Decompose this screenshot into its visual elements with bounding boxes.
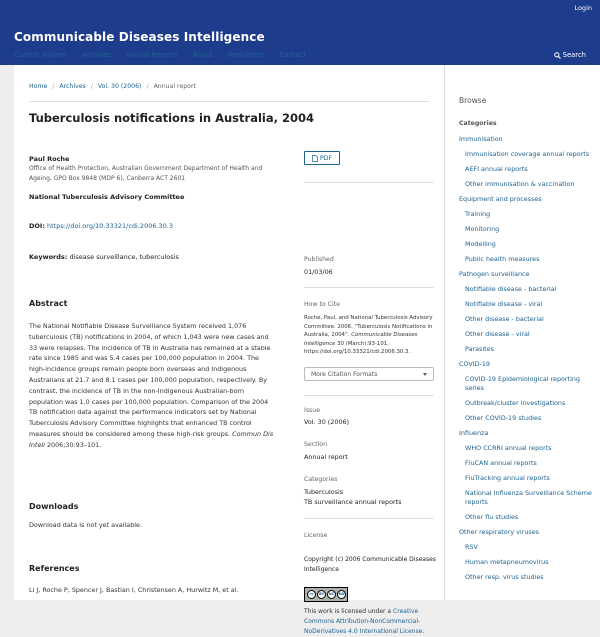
chevron-down-icon bbox=[423, 373, 427, 376]
citation-text bbox=[304, 314, 436, 357]
search-icon bbox=[554, 52, 561, 59]
doi-link[interactable]: https://doi.org/10.33321/cdi.2006.30.3 bbox=[47, 222, 174, 230]
sidebar-category-link[interactable]: RSV bbox=[465, 543, 478, 551]
sidebar-category-link[interactable]: Pathogen surveillance bbox=[459, 270, 530, 278]
sidebar-category-link[interactable]: Monitoring bbox=[465, 225, 500, 233]
abstract-journal: Commun Dis Intell bbox=[29, 429, 274, 449]
references-heading: References bbox=[29, 564, 80, 573]
sidebar-category-link[interactable]: Notifiable disease - bacterial bbox=[465, 285, 557, 293]
cc-nd-icon: ND bbox=[337, 590, 346, 599]
copyright-text: Copyright (c) 2006 Communicable Diseases Intelligence bbox=[304, 556, 436, 573]
nav-archives[interactable]: Archives bbox=[81, 51, 111, 59]
divider bbox=[304, 395, 434, 396]
citation-body: Roche, Paul, and National Tuberculosis Advisory Committee. 2006. “Tuberculosis Notifications in Australia, 2004”. bbox=[304, 315, 433, 339]
category-link[interactable]: TB surveillance annual reports bbox=[304, 498, 402, 506]
sidebar-category-link[interactable]: National Influenza Surveillance Scheme reports bbox=[465, 489, 592, 506]
sidebar-category-link[interactable]: Other resp. virus studies bbox=[465, 573, 544, 581]
section-label: Section bbox=[304, 441, 327, 448]
issue-label: Issue bbox=[304, 407, 321, 414]
breadcrumb-current: Annual report bbox=[153, 83, 196, 90]
pdf-label: PDF bbox=[319, 154, 333, 162]
category-link[interactable]: Tuberculosis bbox=[304, 488, 344, 496]
nav-newsletter[interactable]: Newsletter bbox=[227, 51, 265, 59]
sidebar-category-link[interactable]: Influenza bbox=[459, 429, 489, 437]
breadcrumb-home[interactable]: Home bbox=[29, 83, 48, 90]
sidebar-category-link[interactable]: Parasites bbox=[465, 345, 494, 353]
sidebar-category-link[interactable]: Training bbox=[465, 210, 491, 218]
doi-label: DOI: bbox=[29, 222, 45, 230]
sidebar bbox=[444, 65, 600, 600]
license-suffix: . bbox=[422, 628, 425, 635]
downloads-text: Download data is not yet available. bbox=[29, 521, 142, 529]
divider bbox=[304, 287, 434, 288]
article-main bbox=[29, 155, 279, 594]
search-label: Search bbox=[562, 51, 586, 59]
sidebar-category-link[interactable]: Other immunisation & vaccination bbox=[465, 180, 575, 188]
sidebar-category-link[interactable]: Immunisation coverage annual reports bbox=[465, 150, 590, 158]
breadcrumb-separator: / bbox=[90, 83, 93, 90]
nav-annual-reports[interactable]: Annual Reports bbox=[125, 51, 178, 59]
issue-link[interactable]: Vol. 30 (2006) bbox=[304, 418, 350, 426]
sidebar-category-link[interactable]: Other disease - viral bbox=[465, 330, 530, 338]
search-button[interactable] bbox=[554, 51, 586, 59]
categories-label: Categories bbox=[304, 476, 338, 483]
sidebar-category-link[interactable]: FluTracking annual reports bbox=[465, 474, 550, 482]
main-content bbox=[14, 65, 444, 635]
login-link[interactable]: Login bbox=[574, 4, 592, 12]
abstract-heading: Abstract bbox=[29, 299, 68, 308]
abstract-text bbox=[29, 321, 277, 451]
sidebar-category-link[interactable]: Other disease - bacterial bbox=[465, 315, 544, 323]
section-value: Annual report bbox=[304, 453, 348, 461]
breadcrumb-issue[interactable]: Vol. 30 (2006) bbox=[97, 83, 142, 90]
keywords bbox=[29, 253, 179, 261]
sidebar-category-link[interactable]: Human metapneumovirus bbox=[465, 558, 549, 566]
file-icon bbox=[312, 155, 318, 162]
breadcrumb-archives[interactable]: Archives bbox=[59, 83, 86, 90]
sidebar-category-link[interactable]: COVID-19 Epidemiological reporting series bbox=[465, 375, 580, 392]
how-to-cite-label: How to Cite bbox=[304, 301, 340, 308]
reference-item: Li J, Roche P, Spencer J, Bastian I, Christensen A, Hurwitz M, et al. bbox=[29, 586, 239, 594]
site-title[interactable]: Communicable Diseases Intelligence bbox=[14, 30, 265, 44]
cc-license-badge[interactable] bbox=[304, 587, 348, 602]
sidebar-category-link[interactable]: Public health measures bbox=[465, 255, 540, 263]
divider bbox=[304, 518, 434, 519]
sidebar-category-link[interactable]: Immunisation bbox=[459, 135, 503, 143]
published-label: Published bbox=[304, 256, 334, 263]
page-title: Tuberculosis notifications in Australia, 2004 bbox=[29, 111, 314, 125]
published-date: 01/03/06 bbox=[304, 268, 333, 276]
more-citation-formats-dropdown[interactable] bbox=[304, 367, 434, 381]
breadcrumb-separator: / bbox=[52, 83, 55, 90]
nav-contact[interactable]: Contact bbox=[279, 51, 307, 59]
downloads-heading: Downloads bbox=[29, 502, 79, 511]
nav-current-volume[interactable]: Current volume bbox=[14, 51, 67, 59]
sidebar-category-link[interactable]: COVID-19 bbox=[459, 360, 490, 368]
sidebar-category-link[interactable]: Outbreak/cluster investigations bbox=[465, 399, 566, 407]
more-citation-formats-label: More Citation Formats bbox=[311, 371, 378, 378]
cc-icon: cc bbox=[307, 590, 316, 599]
author-name: Paul Roche bbox=[29, 155, 70, 163]
sidebar-category-link[interactable]: Modelling bbox=[465, 240, 496, 248]
abstract-body: The National Notifiable Disease Surveillance System received 1,076 tuberculosis (TB) notifications in 2004, of which 1,043 were new cases and 33 were relapses. The incidence of TB in Australia has remained at a stable rate since 1985 and was 5.4 cases per 100,000 population in 2004. The high-incidence groups remain people born overseas and Indigenous Australians at 21.7 and 8.1 cases per 100,000 population, respectively. By contrast, the incidence of TB in the non-Indigenous Australian-born population was 1.0 cases per 100,000 population. Comparison of the 2004 TB notification data against the performance indicators set by National Tuberculosis Advisory Committee highlights that enhanced TB control measures should be considered among these high-risk groups. bbox=[29, 322, 271, 438]
cc-nc-icon: NC bbox=[327, 590, 336, 599]
sidebar-category-link[interactable]: Other flu studies bbox=[465, 513, 519, 521]
keywords-label: Keywords: bbox=[29, 253, 68, 261]
breadcrumb bbox=[29, 83, 196, 90]
citation-journal: Communicable Diseases Intelligence bbox=[304, 332, 418, 347]
sidebar-category-link[interactable]: Equipment and processes bbox=[459, 195, 542, 203]
cc-by-icon: BY bbox=[317, 590, 326, 599]
category-list bbox=[459, 135, 595, 588]
keywords-value: disease surveillance, tuberculosis bbox=[69, 253, 179, 261]
divider bbox=[304, 182, 434, 183]
breadcrumb-separator: / bbox=[146, 83, 149, 90]
author-affiliation: Office of Health Protection, Australian Government Department of Health and Ageing, GPO Box 9848 (MDP 6), Canberra ACT 2601 bbox=[29, 165, 263, 182]
sidebar-category-link[interactable]: Notifiable disease - viral bbox=[465, 300, 543, 308]
pdf-button[interactable] bbox=[304, 151, 340, 165]
sidebar-category-link[interactable]: AEFI annual reports bbox=[465, 165, 528, 173]
sidebar-category-link[interactable]: WHO CCRRI annual reports bbox=[465, 444, 552, 452]
citation-rest: 30 (March):93-101. https://doi.org/10.33321/cdi.2006.30.3. bbox=[304, 340, 411, 356]
sidebar-category-link[interactable]: Other COVID-19 studies bbox=[465, 414, 542, 422]
categories-heading: Categories bbox=[459, 120, 497, 127]
site-header bbox=[0, 0, 600, 65]
abstract-ref: 2006;30:93–101. bbox=[46, 440, 102, 449]
license-text bbox=[304, 607, 436, 637]
sidebar-category-link[interactable]: Other respiratory viruses bbox=[459, 528, 539, 536]
author-group: National Tuberculosis Advisory Committee bbox=[29, 193, 185, 201]
main-nav bbox=[14, 51, 306, 59]
browse-heading: Browse bbox=[459, 96, 487, 105]
sidebar-category-link[interactable]: FluCAN annual reports bbox=[465, 459, 537, 467]
nav-about[interactable]: About bbox=[192, 51, 213, 59]
license-label: License bbox=[304, 532, 328, 539]
doi bbox=[29, 222, 173, 230]
divider bbox=[29, 101, 429, 102]
license-link[interactable]: Creative Commons Attribution-NonCommercial-NoDerivatives 4.0 International License bbox=[304, 608, 423, 635]
license-prefix: This work is licensed under a bbox=[304, 608, 392, 615]
